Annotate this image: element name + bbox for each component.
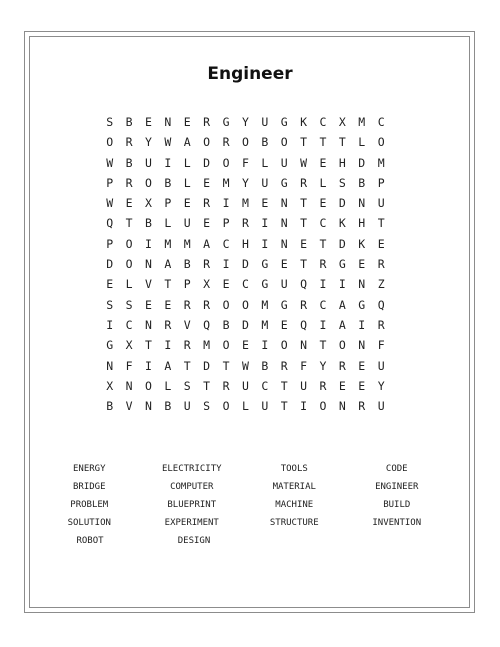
- word-row: [38, 496, 448, 514]
- grid-row: [100, 193, 391, 213]
- grid-letter: M: [261, 317, 269, 332]
- word-list-item: MACHINE: [275, 500, 314, 510]
- grid-letter: E: [106, 277, 114, 292]
- grid-letter: M: [222, 175, 230, 190]
- grid-row: [100, 396, 391, 416]
- grid-row: [100, 356, 391, 376]
- grid-row: [100, 254, 391, 274]
- grid-letter: M: [164, 236, 172, 251]
- grid-letter: T: [377, 216, 385, 231]
- grid-letter: C: [241, 277, 249, 292]
- grid-letter: G: [280, 115, 288, 129]
- grid-letter: R: [222, 135, 230, 150]
- grid-letter: A: [183, 135, 191, 150]
- grid-letter: X: [203, 277, 211, 292]
- grid-letter: H: [338, 155, 346, 170]
- grid-letter: N: [300, 338, 308, 353]
- grid-letter: S: [125, 297, 133, 312]
- grid-letter: E: [319, 155, 327, 170]
- grid-letter: A: [338, 297, 346, 312]
- grid-letter: L: [164, 378, 172, 393]
- grid-letter: I: [106, 317, 114, 332]
- grid-letter: U: [261, 399, 269, 414]
- grid-letter: E: [300, 236, 308, 251]
- grid-letter: U: [377, 358, 385, 373]
- grid-letter: E: [358, 358, 366, 373]
- word-list-item: ELECTRICITY: [161, 464, 222, 474]
- grid-letter: R: [183, 297, 191, 312]
- grid-letter: D: [203, 155, 211, 170]
- grid-letter: O: [338, 338, 346, 353]
- grid-row: [100, 173, 391, 193]
- grid-letter: L: [261, 155, 269, 170]
- grid-letter: G: [106, 338, 114, 353]
- grid-letter: C: [222, 236, 230, 251]
- grid-letter: R: [203, 297, 211, 312]
- grid-letter: T: [145, 338, 152, 353]
- grid-letter: G: [338, 257, 346, 272]
- grid-letter: C: [125, 317, 133, 332]
- grid-letter: R: [280, 358, 288, 373]
- grid-letter: R: [300, 297, 308, 312]
- grid-letter: W: [241, 358, 249, 373]
- grid-letter: I: [164, 155, 172, 170]
- grid-letter: C: [377, 115, 385, 129]
- grid-letter: I: [222, 196, 230, 211]
- grid-letter: W: [164, 135, 172, 150]
- grid-letter: E: [183, 115, 191, 129]
- grid-letter: S: [338, 175, 346, 190]
- grid-letter: M: [358, 115, 366, 129]
- word-list-item: ENGINEER: [375, 482, 419, 492]
- grid-letter: A: [338, 317, 346, 332]
- grid-letter: A: [164, 257, 172, 272]
- grid-letter: P: [377, 175, 385, 190]
- grid-letter: T: [164, 277, 172, 292]
- grid-letter: B: [145, 216, 152, 231]
- grid-letter: M: [203, 338, 211, 353]
- grid-letter: R: [377, 257, 385, 272]
- grid-letter: P: [222, 216, 230, 231]
- grid-letter: V: [125, 399, 133, 414]
- grid-letter: T: [125, 216, 133, 231]
- grid-letter: O: [319, 399, 327, 414]
- grid-letter: E: [145, 115, 152, 129]
- grid-letter: V: [183, 317, 191, 332]
- grid-letter: U: [280, 277, 288, 292]
- grid-letter: O: [280, 338, 288, 353]
- grid-letter: S: [106, 115, 114, 129]
- grid-letter: N: [358, 338, 366, 353]
- grid-row: [100, 335, 391, 355]
- word-list-item: SOLUTION: [67, 518, 111, 528]
- grid-letter: N: [338, 399, 346, 414]
- grid-letter: U: [377, 399, 385, 414]
- word-row: [38, 514, 448, 532]
- grid-letter: E: [145, 297, 152, 312]
- grid-row: [100, 234, 391, 254]
- grid-letter: C: [319, 297, 327, 312]
- grid-letter: I: [261, 338, 269, 353]
- grid-letter: Q: [377, 297, 385, 312]
- word-row: [38, 460, 448, 478]
- grid-letter: N: [358, 277, 366, 292]
- grid-letter: U: [145, 155, 152, 170]
- grid-letter: C: [261, 378, 269, 393]
- word-list-item: PROBLEM: [70, 500, 109, 510]
- grid-letter: R: [222, 378, 230, 393]
- grid-row: [100, 274, 391, 294]
- grid-letter: I: [222, 257, 230, 272]
- grid-letter: O: [241, 135, 249, 150]
- grid-letter: E: [183, 196, 191, 211]
- grid-letter: T: [300, 257, 308, 272]
- grid-letter: O: [125, 257, 133, 272]
- grid-letter: N: [280, 216, 288, 231]
- grid-letter: E: [203, 175, 211, 190]
- word-list-item: STRUCTURE: [269, 518, 319, 528]
- grid-letter: F: [300, 358, 308, 373]
- grid-letter: P: [183, 277, 191, 292]
- grid-letter: O: [145, 378, 152, 393]
- word-list-item: COMPUTER: [170, 482, 214, 492]
- grid-letter: M: [183, 236, 191, 251]
- grid-letter: L: [241, 399, 249, 414]
- grid-letter: L: [164, 216, 172, 231]
- grid-letter: T: [300, 196, 308, 211]
- grid-letter: N: [106, 358, 114, 373]
- grid-letter: G: [261, 277, 269, 292]
- grid-row: [100, 112, 391, 132]
- grid-letter: W: [300, 155, 308, 170]
- word-row: [38, 532, 448, 550]
- grid-letter: P: [106, 236, 114, 251]
- grid-letter: U: [377, 196, 385, 211]
- grid-letter: X: [125, 338, 133, 353]
- grid-letter: N: [280, 236, 288, 251]
- grid-letter: Y: [241, 115, 249, 129]
- grid-letter: O: [377, 135, 385, 150]
- grid-letter: E: [358, 378, 366, 393]
- grid-letter: I: [261, 236, 269, 251]
- grid-letter: N: [280, 196, 288, 211]
- grid-letter: X: [338, 115, 346, 129]
- grid-letter: D: [358, 155, 366, 170]
- letter-grid: [100, 112, 391, 416]
- grid-letter: L: [183, 155, 191, 170]
- grid-letter: K: [300, 115, 308, 129]
- grid-letter: C: [319, 216, 327, 231]
- grid-letter: D: [106, 257, 114, 272]
- grid-row: [100, 213, 391, 233]
- grid-letter: T: [203, 378, 211, 393]
- grid-letter: B: [164, 175, 172, 190]
- grid-letter: R: [338, 358, 346, 373]
- grid-letter: F: [125, 358, 133, 373]
- grid-letter: D: [241, 317, 249, 332]
- grid-letter: F: [377, 338, 385, 353]
- grid-letter: U: [280, 155, 288, 170]
- grid-letter: B: [261, 135, 269, 150]
- grid-letter: S: [183, 378, 191, 393]
- grid-letter: R: [319, 257, 327, 272]
- word-list-item: INVENTION: [372, 518, 422, 528]
- grid-letter: U: [241, 378, 249, 393]
- grid-letter: G: [280, 175, 288, 190]
- grid-letter: U: [183, 216, 191, 231]
- word-list-item: ENERGY: [72, 464, 106, 474]
- grid-letter: L: [183, 175, 191, 190]
- grid-letter: G: [280, 297, 288, 312]
- grid-letter: R: [319, 378, 327, 393]
- grid-letter: B: [125, 155, 133, 170]
- grid-letter: E: [125, 196, 133, 211]
- grid-letter: Q: [203, 317, 211, 332]
- grid-letter: B: [164, 399, 172, 414]
- grid-letter: O: [145, 175, 152, 190]
- grid-letter: Y: [319, 358, 327, 373]
- word-list: [38, 460, 448, 550]
- grid-letter: S: [106, 297, 114, 312]
- grid-letter: R: [125, 175, 133, 190]
- grid-letter: T: [222, 358, 230, 373]
- grid-letter: I: [319, 317, 327, 332]
- grid-letter: E: [203, 216, 211, 231]
- word-list-item: TOOLS: [280, 464, 308, 474]
- grid-letter: Z: [377, 277, 385, 292]
- grid-letter: S: [203, 399, 211, 414]
- word-row: [38, 478, 448, 496]
- grid-letter: F: [241, 155, 249, 170]
- grid-letter: E: [377, 236, 385, 251]
- grid-letter: R: [203, 257, 211, 272]
- word-list-item: BLUEPRINT: [167, 500, 217, 510]
- word-list-item: BUILD: [383, 500, 411, 510]
- grid-letter: Y: [377, 378, 385, 393]
- grid-letter: H: [241, 236, 249, 251]
- grid-letter: X: [106, 378, 114, 393]
- grid-letter: T: [319, 236, 327, 251]
- grid-letter: T: [280, 399, 288, 414]
- grid-row: [100, 376, 391, 396]
- grid-letter: W: [106, 196, 114, 211]
- grid-letter: W: [106, 155, 114, 170]
- word-list-item: EXPERIMENT: [164, 518, 219, 528]
- grid-letter: I: [261, 216, 269, 231]
- grid-letter: G: [222, 115, 230, 129]
- grid-letter: E: [241, 338, 249, 353]
- grid-letter: M: [261, 297, 269, 312]
- grid-letter: R: [203, 196, 211, 211]
- grid-letter: G: [261, 257, 269, 272]
- grid-letter: U: [261, 115, 269, 129]
- grid-letter: V: [145, 277, 152, 292]
- grid-letter: I: [145, 358, 152, 373]
- grid-row: [100, 315, 391, 335]
- grid-letter: N: [145, 399, 152, 414]
- grid-letter: E: [280, 257, 288, 272]
- grid-letter: Q: [106, 216, 114, 231]
- grid-letter: R: [241, 216, 249, 231]
- grid-letter: R: [300, 175, 308, 190]
- grid-letter: A: [203, 236, 211, 251]
- grid-row: [100, 295, 391, 315]
- grid-letter: N: [358, 196, 366, 211]
- grid-letter: K: [338, 216, 346, 231]
- grid-letter: N: [145, 317, 152, 332]
- grid-letter: G: [358, 297, 366, 312]
- grid-letter: D: [338, 236, 346, 251]
- grid-letter: O: [203, 135, 211, 150]
- grid-letter: I: [300, 399, 308, 414]
- grid-letter: T: [183, 358, 191, 373]
- grid-letter: B: [222, 317, 230, 332]
- grid-letter: D: [241, 257, 249, 272]
- grid-letter: B: [106, 399, 114, 414]
- grid-letter: Q: [300, 317, 308, 332]
- grid-letter: R: [183, 338, 191, 353]
- grid-row: [100, 132, 391, 152]
- word-list-item: DESIGN: [177, 536, 211, 546]
- grid-letter: R: [203, 115, 211, 129]
- grid-letter: T: [338, 135, 346, 150]
- grid-letter: L: [319, 175, 327, 190]
- grid-letter: I: [145, 236, 152, 251]
- grid-row: [100, 153, 391, 173]
- grid-letter: X: [145, 196, 152, 211]
- grid-letter: O: [222, 297, 230, 312]
- grid-letter: R: [377, 317, 385, 332]
- grid-letter: N: [125, 378, 133, 393]
- grid-letter: B: [358, 175, 366, 190]
- grid-letter: Y: [241, 175, 249, 190]
- page-title: Engineer: [207, 64, 293, 84]
- grid-letter: H: [358, 216, 366, 231]
- grid-letter: E: [261, 196, 269, 211]
- grid-letter: M: [377, 155, 385, 170]
- grid-letter: O: [222, 338, 230, 353]
- grid-letter: O: [241, 297, 249, 312]
- grid-letter: T: [319, 338, 327, 353]
- grid-letter: P: [106, 175, 114, 190]
- grid-letter: T: [300, 216, 308, 231]
- word-list-item: CODE: [385, 464, 408, 474]
- grid-letter: E: [358, 257, 366, 272]
- grid-letter: E: [280, 317, 288, 332]
- grid-letter: Y: [145, 135, 152, 150]
- grid-letter: E: [164, 297, 172, 312]
- grid-letter: O: [222, 399, 230, 414]
- grid-letter: R: [125, 135, 133, 150]
- grid-letter: M: [241, 196, 249, 211]
- grid-letter: D: [203, 358, 211, 373]
- grid-letter: O: [125, 236, 133, 251]
- grid-letter: E: [338, 378, 346, 393]
- grid-letter: B: [183, 257, 191, 272]
- grid-letter: I: [319, 277, 327, 292]
- grid-letter: I: [164, 338, 172, 353]
- grid-letter: U: [183, 399, 191, 414]
- grid-letter: E: [319, 196, 327, 211]
- grid-letter: R: [358, 399, 366, 414]
- grid-letter: L: [358, 135, 366, 150]
- word-list-item: MATERIAL: [272, 482, 316, 492]
- word-list-item: ROBOT: [76, 536, 104, 546]
- grid-letter: T: [300, 135, 308, 150]
- grid-letter: I: [338, 277, 346, 292]
- grid-letter: U: [300, 378, 308, 393]
- grid-letter: L: [125, 277, 133, 292]
- grid-letter: A: [164, 358, 172, 373]
- word-list-item: BRIDGE: [72, 482, 106, 492]
- grid-letter: N: [145, 257, 152, 272]
- grid-letter: K: [358, 236, 366, 251]
- grid-letter: I: [358, 317, 366, 332]
- grid-letter: R: [164, 317, 172, 332]
- grid-letter: U: [261, 175, 269, 190]
- grid-letter: B: [125, 115, 133, 129]
- grid-letter: O: [106, 135, 114, 150]
- grid-letter: N: [164, 115, 172, 129]
- grid-letter: P: [164, 196, 172, 211]
- grid-letter: D: [338, 196, 346, 211]
- grid-letter: B: [261, 358, 269, 373]
- grid-letter: T: [319, 135, 327, 150]
- grid-letter: C: [319, 115, 327, 129]
- grid-letter: Q: [300, 277, 308, 292]
- grid-letter: T: [280, 378, 288, 393]
- grid-letter: O: [280, 135, 288, 150]
- grid-letter: E: [222, 277, 230, 292]
- grid-letter: O: [222, 155, 230, 170]
